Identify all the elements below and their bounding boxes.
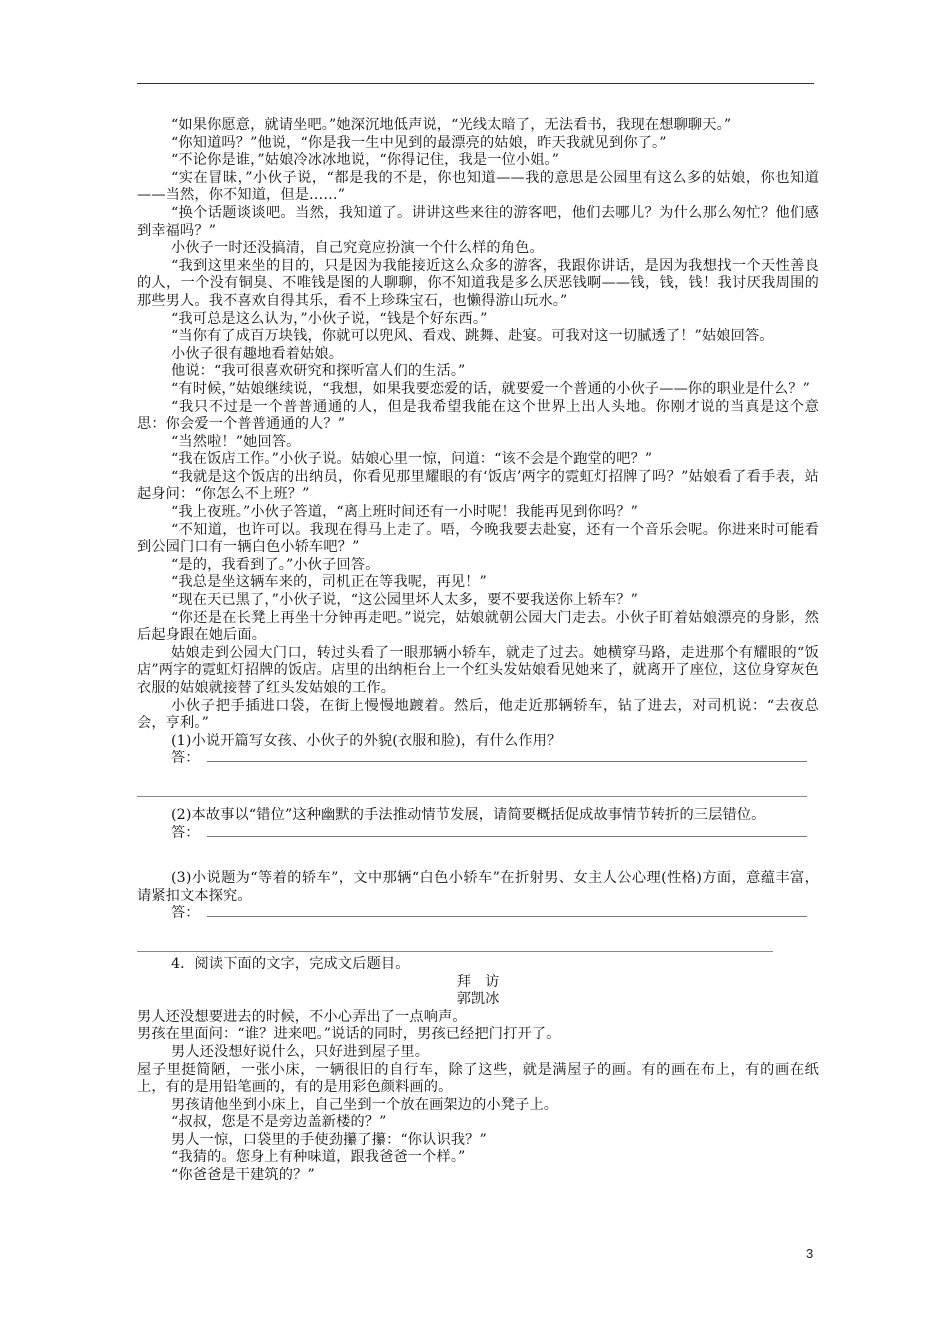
story-paragraph: 小伙子很有趣地看着姑娘。	[171, 345, 344, 362]
story-paragraph: “我可总是这么认为，”小伙子说，“钱是个好东西。”	[171, 310, 488, 327]
story-paragraph: “你知道吗？”他说，“你是我一生中见到的最漂亮的姑娘，昨天我就见到你了。”	[171, 134, 667, 151]
question-1: (1)小说开篇写女孩、小伙子的外貌(衣服和脸)，有什么作用？	[171, 732, 562, 749]
story-paragraph: “我只不过是一个普普通通的人，但是我希望我能在这个世界上出人头地。你刚才说的当真是这个意思：你会爱一个普普通通的人？”	[137, 398, 819, 433]
page-number: 3	[806, 1246, 814, 1261]
page-content	[137, 117, 819, 1185]
story-paragraph: “不知道，也许可以。我现在得马上走了。唔，今晚我要去赴宴，还有一个音乐会呢。你进来时可能看到公园门口有一辆白色小轿车吧？”	[137, 521, 819, 556]
story-paragraph: “我猜的。您身上有种味道，跟我爸爸一个样。”	[171, 1149, 466, 1166]
story-title: 拜 访	[456, 973, 500, 990]
answer-extra-line[interactable]	[137, 937, 773, 952]
answer-label: 答：	[171, 750, 200, 767]
story-paragraph: “如果你愿意，就请坐吧。”她深沉地低声说，“光线太暗了，无法看书，我现在想聊聊天。”	[171, 117, 732, 133]
answer-row-3[interactable]	[137, 905, 819, 923]
story-paragraph: “你爸爸是干建筑的？”	[171, 1167, 315, 1184]
story-paragraph: “当你有了成百万块钱，你就可以兜风、看戏、跳舞、赴宴。可我对这一切腻透了！”姑娘回答。	[171, 328, 774, 345]
header-rule	[137, 83, 814, 84]
story-paragraph: “我在饭店工作。”小伙子说。姑娘心里一惊，问道：“该不会是个跑堂的吧？”	[171, 451, 653, 468]
answer-row-1[interactable]	[137, 750, 819, 768]
story-paragraph: “有时候，”姑娘继续说，“我想，如果我要恋爱的话，就要爱一个普通的小伙子——你的职业是什么？”	[171, 380, 811, 397]
story-paragraph: 他说：“我可很喜欢研究和探听富人们的生活。”	[171, 363, 466, 380]
question-3: (3)小说题为“等着的轿车”，文中那辆“白色小轿车”在折射男、女主人公心理(性格)方面，意蕴丰富，请紧扣文本探究。	[137, 870, 819, 904]
story-paragraph: “当然啦！”她回答。	[171, 433, 301, 450]
story-paragraph: 姑娘走到公园大门口，转过头看了一眼那辆小轿车，就走了过去。她横穿马路，走进那个有耀眼的“饭店”两字的霓虹灯招牌的饭店。店里的出纳柜台上一个红头发姑娘看见她来了，就离开了座位，这位身穿灰色衣服的姑娘就接替了红头发姑娘的工作。	[137, 644, 819, 696]
answer-line[interactable]	[207, 826, 807, 837]
answer-extra-line[interactable]	[137, 782, 807, 797]
story-paragraph: “实在冒昧，”小伙子说，“都是我的不是，你也知道——我的意思是公园里有这么多的姑娘，你也知道——当然，你不知道，但是……”	[137, 169, 819, 204]
story-paragraph: “是的，我看到了。”小伙子回答。	[171, 556, 380, 573]
answer-label: 答：	[171, 905, 200, 922]
story-paragraph: “我就是这个饭店的出纳员，你看见那里耀眼的有‘饭店’两字的霓虹灯招牌了吗？”姑娘看了看手表，站起身问：“你怎么不上班？”	[137, 468, 819, 503]
story-paragraph: 小伙子把手插进口袋，在街上慢慢地踱着。然后，他走近那辆轿车，钻了进去，对司机说：“去夜总会，亨利。”	[137, 697, 819, 732]
story-paragraph: “叔叔，您是不是旁边盖新楼的？”	[171, 1114, 387, 1131]
story-paragraph: 男孩请他坐到小床上，自己坐到一个放在画架边的小凳子上。	[171, 1096, 559, 1113]
story-paragraph: “现在天已黑了，”小伙子说，“这公园里坏人太多，要不要我送你上轿车？”	[171, 592, 638, 609]
question-2: (2)本故事以“错位”这种幽默的手法推动情节发展，请简要概括促成故事情节转折的三层错位。	[171, 806, 766, 823]
story-paragraph: “我总是坐这辆车来的，司机正在等我呢，再见！”	[171, 574, 487, 591]
story-paragraph: 男孩在里面问：“谁？进来吧。”说话的同时，男孩已经把门打开了。	[137, 1026, 561, 1043]
story-paragraph: “我到这里来坐的目的，只是因为我能接近这么众多的游客，我跟你讲话，是因为我想找一个天性善良的人，一个没有铜臭、不唯钱是图的人聊聊，你不知道我是多么厌恶钱啊——钱，钱，钱！我讨厌我周围的那些男人。我不喜欢自得其乐，看不上珍珠宝石，也懒得游山玩水。”	[137, 257, 819, 309]
story-paragraph: 小伙子一时还没搞清，自己究竟应扮演一个什么样的角色。	[171, 240, 544, 257]
story-paragraph: “换个话题谈谈吧。当然，我知道了。讲讲这些来往的游客吧，他们去哪儿？为什么那么匆忙？他们感到幸福吗？”	[137, 204, 819, 239]
answer-label: 答：	[171, 824, 200, 841]
answer-line[interactable]	[207, 751, 807, 762]
story-author: 郭凯冰	[456, 991, 500, 1008]
story-paragraph: “你还是在长凳上再坐十分钟再走吧。”说完，姑娘就朝公园大门走去。小伙子盯着姑娘漂亮的身影，然后起身跟在她后面。	[137, 609, 819, 644]
story-paragraph: 男人还没想要进去的时候，不小心弄出了一点响声。	[137, 1008, 467, 1025]
answer-row-2[interactable]	[137, 825, 819, 843]
section-4-prompt: 4．阅读下面的文字，完成文后题目。	[171, 955, 410, 972]
story-paragraph: “不论你是谁，”姑娘冷冰冰地说，“你得记住，我是一位小姐。”	[171, 152, 560, 169]
story-paragraph: 屋子里挺简陋，一张小床，一辆很旧的自行车，除了这些，就是满屋子的画。有的画在布上，有的画在纸上，有的是用铅笔画的，有的是用彩色颜料画的。	[137, 1061, 819, 1096]
story-paragraph: 男人还没想好说什么，只好进到屋子里。	[171, 1043, 430, 1060]
story-paragraph: 男人一惊，口袋里的手使劲攥了攥：“你认识我？”	[171, 1131, 487, 1148]
answer-line[interactable]	[207, 906, 807, 917]
story-paragraph: “我上夜班。”小伙子答道，“离上班时间还有一小时呢！我能再见到你吗？”	[171, 504, 638, 521]
